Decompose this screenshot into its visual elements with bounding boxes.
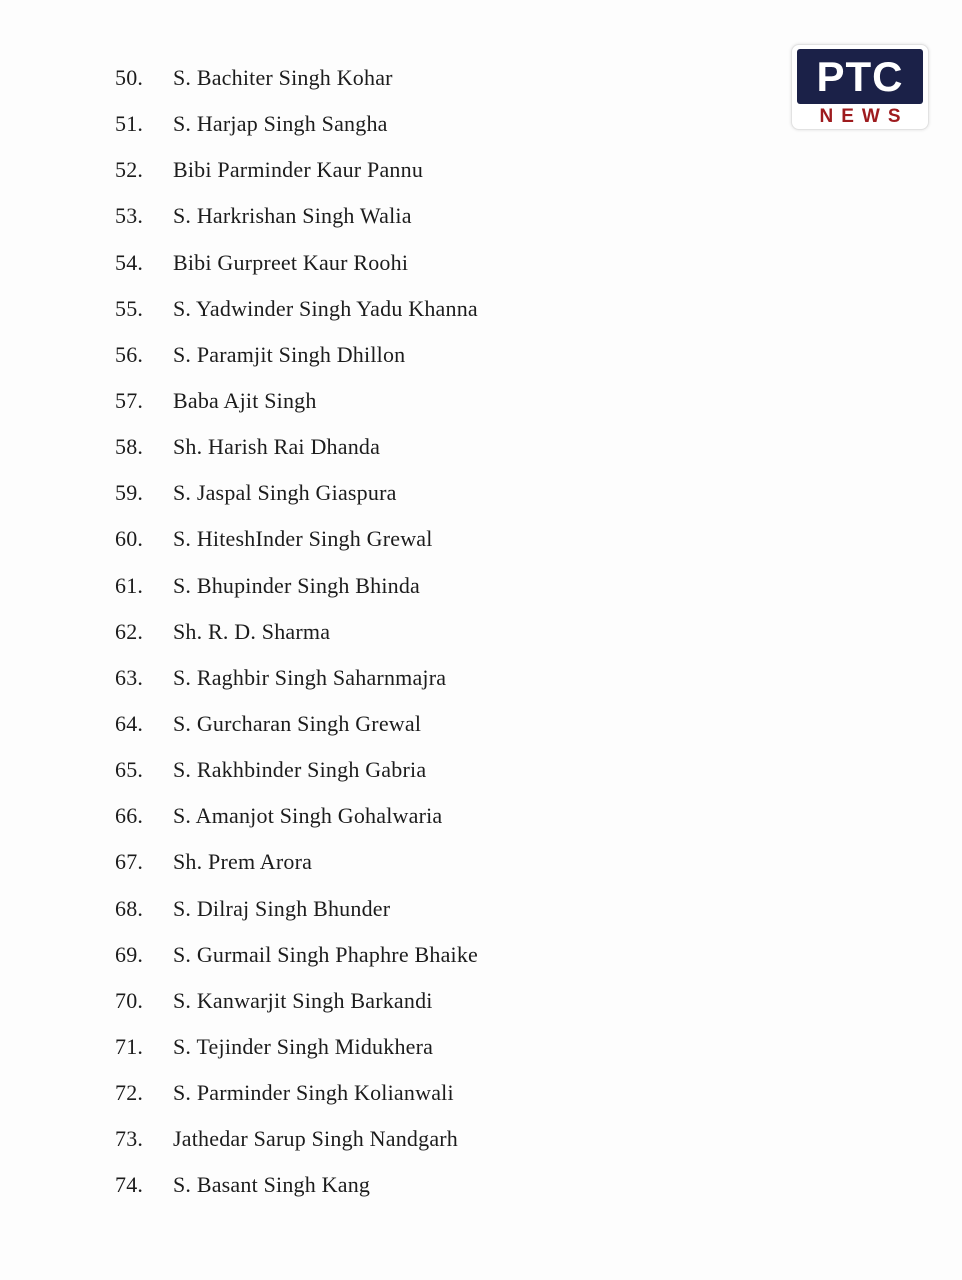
list-item-name: Baba Ajit Singh <box>173 388 317 414</box>
list-item-number: 54. <box>115 249 144 275</box>
list-item-name: S. Gurcharan Singh Grewal <box>173 711 422 737</box>
list-item <box>0 1162 962 1208</box>
list-item-number: 67. <box>115 849 144 875</box>
list-item-name: Sh. Prem Arora <box>173 849 313 875</box>
list-item-name: Bibi Parminder Kaur Pannu <box>173 157 424 183</box>
list-item-number: 52. <box>115 157 144 183</box>
list-item <box>0 516 962 562</box>
list-item-number: 64. <box>115 711 144 737</box>
list-item-number: 56. <box>115 341 144 367</box>
list-item-number: 58. <box>115 434 144 460</box>
list-item <box>0 378 962 424</box>
list-item-name: S. Rakhbinder Singh Gabria <box>173 757 427 783</box>
list-item-name: Sh. Harish Rai Dhanda <box>173 434 381 460</box>
list-item-number: 51. <box>115 111 144 137</box>
list-item-number: 74. <box>115 1172 144 1198</box>
list-item <box>0 1116 962 1162</box>
list-item-name: S. Gurmail Singh Phaphre Bhaike <box>173 941 479 967</box>
list-item-name: S. HiteshInder Singh Grewal <box>173 526 433 552</box>
list-item-number: 69. <box>115 941 144 967</box>
list-item <box>0 332 962 378</box>
list-item-number: 63. <box>115 664 144 690</box>
list-item <box>0 747 962 793</box>
list-item-number: 65. <box>115 757 144 783</box>
list-item-name: Jathedar Sarup Singh Nandgarh <box>173 1126 459 1152</box>
list-item <box>0 886 962 932</box>
list-item <box>0 1070 962 1116</box>
list-item-number: 53. <box>115 203 144 229</box>
list-item <box>0 286 962 332</box>
list-item-name: S. Harkrishan Singh Walia <box>173 203 412 229</box>
list-item <box>0 240 962 286</box>
list-item-number: 66. <box>115 803 144 829</box>
list-item <box>0 1024 962 1070</box>
list-item-name: S. Yadwinder Singh Yadu Khanna <box>173 295 478 321</box>
list-item-number: 71. <box>115 1034 144 1060</box>
list-item-name: S. Basant Singh Kang <box>173 1172 371 1198</box>
list-item-number: 57. <box>115 388 144 414</box>
list-item-number: 61. <box>115 572 144 598</box>
list-item <box>0 101 962 147</box>
list-item-name: S. Bachiter Singh Kohar <box>173 65 393 91</box>
list-item <box>0 609 962 655</box>
list-item <box>0 147 962 193</box>
list-item-number: 68. <box>115 895 144 921</box>
list-item-name: S. Dilraj Singh Bhunder <box>173 895 391 921</box>
list-item-name: S. Jaspal Singh Giaspura <box>173 480 397 506</box>
list-item-name: S. Parminder Singh Kolianwali <box>173 1080 454 1106</box>
list-item <box>0 932 962 978</box>
list-item-number: 55. <box>115 295 144 321</box>
list-item <box>0 470 962 516</box>
list-item-number: 70. <box>115 987 144 1013</box>
list-item <box>0 424 962 470</box>
list-item-number: 62. <box>115 618 144 644</box>
list-item-name: S. Paramjit Singh Dhillon <box>173 341 406 367</box>
list-item-name: S. Amanjot Singh Gohalwaria <box>173 803 443 829</box>
list-item <box>0 563 962 609</box>
list-item-name: Sh. R. D. Sharma <box>173 618 331 644</box>
list-item <box>0 793 962 839</box>
list-item <box>0 978 962 1024</box>
name-list <box>0 52 962 1209</box>
list-item-name: S. Kanwarjit Singh Barkandi <box>173 987 433 1013</box>
news-logo-text: NEWS <box>819 106 909 127</box>
ptc-logo-text: PTC <box>816 52 904 100</box>
list-item <box>0 701 962 747</box>
list-item-name: Bibi Gurpreet Kaur Roohi <box>173 249 409 275</box>
list-item-number: 60. <box>115 526 144 552</box>
list-item-name: S. Tejinder Singh Midukhera <box>173 1034 434 1060</box>
list-item-number: 73. <box>115 1126 144 1152</box>
list-item-number: 59. <box>115 480 144 506</box>
list-item-number: 50. <box>115 65 144 91</box>
list-item-name: S. Harjap Singh Sangha <box>173 111 388 137</box>
list-item-number: 72. <box>115 1080 144 1106</box>
list-item <box>0 52 962 101</box>
list-item-name: S. Bhupinder Singh Bhinda <box>173 572 421 598</box>
list-item <box>0 839 962 885</box>
list-item-name: S. Raghbir Singh Saharnmajra <box>173 664 447 690</box>
list-item <box>0 193 962 239</box>
list-item <box>0 655 962 701</box>
